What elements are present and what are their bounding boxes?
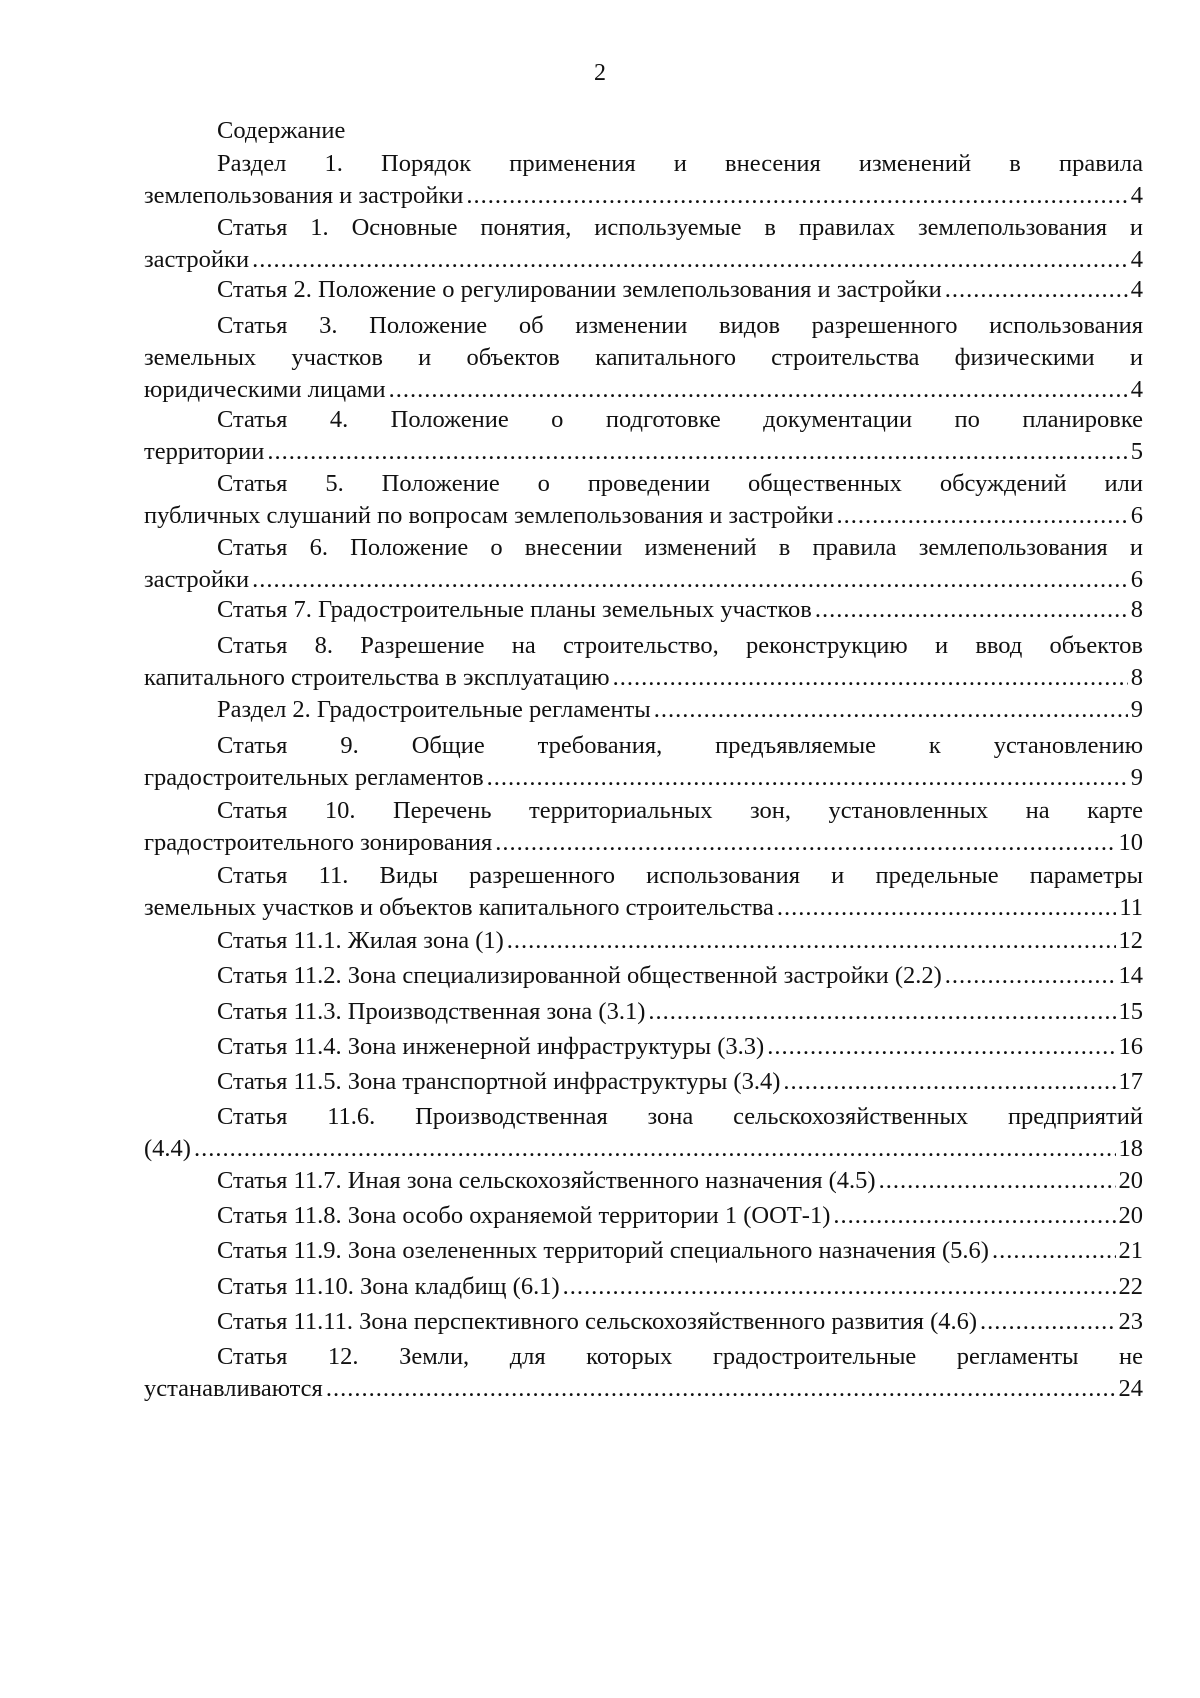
dot-leader [466, 180, 1127, 212]
toc-entry-text-line: Статья 3. Положение об изменении видов разрешенного использования [217, 312, 1143, 339]
dot-leader [654, 694, 1128, 726]
toc-heading: Содержание [217, 117, 346, 144]
toc-entry-title: публичных слушаний по вопросам землепользования и застройки [144, 502, 834, 529]
toc-entry-title: Статья 11.1. Жилая зона (1) [217, 927, 504, 954]
toc-page-number: 8 [1130, 596, 1143, 623]
toc-entry[interactable] [144, 1306, 1143, 1338]
toc-entry-title: Раздел 2. Градостроительные регламенты [217, 696, 651, 723]
dot-leader [815, 594, 1128, 626]
toc-entry-text-line: Статья 1. Основные понятия, используемые в правилах землепользования и [217, 214, 1143, 241]
dot-leader [194, 1133, 1116, 1165]
toc-page-number: 18 [1118, 1135, 1143, 1162]
toc-entry[interactable] [144, 860, 1143, 924]
dot-leader [833, 1200, 1115, 1232]
toc-entry-text-line: Статья 12. Земли, для которых градостроительные регламенты не [217, 1343, 1143, 1370]
dot-leader [495, 827, 1115, 859]
toc-entry[interactable] [144, 1165, 1143, 1197]
toc-entry[interactable] [144, 1066, 1143, 1098]
toc-entry-title: Статья 11.3. Производственная зона (3.1) [217, 998, 646, 1025]
toc-entry-title: устанавливаются [144, 1375, 323, 1402]
toc-entry[interactable] [144, 630, 1143, 694]
dot-leader [767, 1031, 1115, 1063]
toc-entry[interactable] [144, 532, 1143, 596]
toc-page-number: 8 [1130, 664, 1143, 691]
dot-leader [879, 1165, 1116, 1197]
dot-leader [613, 662, 1128, 694]
toc-page-number: 14 [1118, 962, 1143, 989]
toc-entry-title: земельных участков и объектов капитального строительства [144, 894, 774, 921]
toc-entry-text-line: земельных участков и объектов капитального строительства физическими и [144, 344, 1143, 371]
toc-entry[interactable] [144, 1101, 1143, 1165]
toc-entry-text-line: Раздел 1. Порядок применения и внесения изменений в правила [217, 150, 1143, 177]
toc-entry-title: Статья 7. Градостроительные планы земельных участков [217, 596, 812, 623]
dot-leader [487, 762, 1128, 794]
toc-page-number: 6 [1130, 566, 1143, 593]
toc-entry[interactable] [144, 960, 1143, 992]
toc-entry-text-line: Статья 6. Положение о внесении изменений в правила землепользования и [217, 534, 1143, 561]
toc-entry[interactable] [144, 212, 1143, 276]
toc-entry-text-line: Статья 8. Разрешение на строительство, реконструкцию и ввод объектов [217, 632, 1143, 659]
toc-entry-title: Статья 11.8. Зона особо охраняемой территории 1 (ООТ-1) [217, 1202, 831, 1229]
toc-entry[interactable] [144, 310, 1143, 406]
dot-leader [252, 244, 1128, 276]
toc-entry-title: Статья 11.10. Зона кладбищ (6.1) [217, 1273, 560, 1300]
toc-page-number: 4 [1130, 246, 1143, 273]
toc-entry[interactable] [144, 404, 1143, 468]
toc-entry-text-line: Статья 11.6. Производственная зона сельскохозяйственных предприятий [217, 1103, 1143, 1130]
toc-entry[interactable] [144, 795, 1143, 859]
toc-entry[interactable] [144, 1271, 1143, 1303]
toc-page-number: 17 [1118, 1068, 1143, 1095]
toc-page-number: 4 [1130, 276, 1143, 303]
toc-entry-title: Статья 11.2. Зона специализированной общественной застройки (2.2) [217, 962, 942, 989]
dot-leader [326, 1373, 1116, 1405]
toc-page-number: 15 [1118, 998, 1143, 1025]
toc-entry-title: (4.4) [144, 1135, 191, 1162]
dot-leader [980, 1306, 1115, 1338]
toc-entry-title: застройки [144, 246, 250, 273]
dot-leader [783, 1066, 1115, 1098]
page-number: 2 [594, 60, 606, 86]
toc-entry[interactable] [144, 1235, 1143, 1267]
toc-entry-title: территории [144, 438, 265, 465]
toc-entry-title: Статья 11.7. Иная зона сельскохозяйственного назначения (4.5) [217, 1167, 876, 1194]
toc-page-number: 9 [1130, 696, 1143, 723]
toc-entry[interactable] [144, 925, 1143, 957]
toc-page-number: 12 [1118, 927, 1143, 954]
toc-page-number: 22 [1118, 1273, 1143, 1300]
toc-page-number: 6 [1130, 502, 1143, 529]
toc-entry-title: Статья 11.11. Зона перспективного сельскохозяйственного развития (4.6) [217, 1308, 978, 1335]
dot-leader [945, 274, 1128, 306]
dot-leader [992, 1235, 1116, 1267]
dot-leader [563, 1271, 1116, 1303]
dot-leader [945, 960, 1116, 992]
dot-leader [648, 996, 1115, 1028]
toc-page-number: 21 [1118, 1237, 1143, 1264]
toc-entry-text-line: Статья 4. Положение о подготовке документации по планировке [217, 406, 1143, 433]
toc-entry-title: застройки [144, 566, 250, 593]
toc-page-number: 4 [1130, 376, 1143, 403]
dot-leader [507, 925, 1116, 957]
toc-entry-text-line: Статья 10. Перечень территориальных зон, установленных на карте [217, 797, 1143, 824]
toc-page-number: 24 [1118, 1375, 1143, 1402]
dot-leader [389, 374, 1128, 406]
toc-entry[interactable] [144, 996, 1143, 1028]
toc-entry-title: Статья 11.5. Зона транспортной инфраструктуры (3.4) [217, 1068, 781, 1095]
toc-entry[interactable] [144, 594, 1143, 626]
toc-entry-title: капитального строительства в эксплуатацию [144, 664, 610, 691]
toc-page-number: 9 [1130, 764, 1143, 791]
toc-entry-text-line: Статья 5. Положение о проведении общественных обсуждений или [217, 470, 1143, 497]
toc-entry-text-line: Статья 11. Виды разрешенного использования и предельные параметры [217, 862, 1143, 889]
toc-entry[interactable] [144, 1200, 1143, 1232]
toc-page-number: 23 [1118, 1308, 1143, 1335]
dot-leader [777, 892, 1117, 924]
dot-leader [252, 564, 1128, 596]
toc-page-number: 20 [1118, 1167, 1143, 1194]
toc-entry-title: Статья 11.9. Зона озелененных территорий специального назначения (5.6) [217, 1237, 989, 1264]
dot-leader [837, 500, 1128, 532]
toc-entry-text-line: Статья 9. Общие требования, предъявляемые к установлению [217, 732, 1143, 759]
toc-entry-title: землепользования и застройки [144, 182, 464, 209]
toc-page-number: 10 [1118, 829, 1143, 856]
toc-entry[interactable] [144, 148, 1143, 212]
toc-page-number: 20 [1118, 1202, 1143, 1229]
toc-entry[interactable] [144, 730, 1143, 794]
toc-entry[interactable] [144, 694, 1143, 726]
toc-page-number: 16 [1118, 1033, 1143, 1060]
toc-page-number: 5 [1130, 438, 1143, 465]
toc-entry[interactable] [144, 468, 1143, 532]
dot-leader [267, 436, 1127, 468]
toc-page-number: 4 [1130, 182, 1143, 209]
toc-entry[interactable] [144, 1341, 1143, 1405]
toc-entry-title: юридическими лицами [144, 376, 386, 403]
toc-entry[interactable] [144, 274, 1143, 306]
toc-page-number: 11 [1119, 894, 1143, 921]
toc-entry-title: градостроительного зонирования [144, 829, 493, 856]
toc-entry-title: Статья 11.4. Зона инженерной инфраструктуры (3.3) [217, 1033, 765, 1060]
toc-entry-title: градостроительных регламентов [144, 764, 484, 791]
toc-entry-title: Статья 2. Положение о регулировании землепользования и застройки [217, 276, 942, 303]
toc-entry[interactable] [144, 1031, 1143, 1063]
